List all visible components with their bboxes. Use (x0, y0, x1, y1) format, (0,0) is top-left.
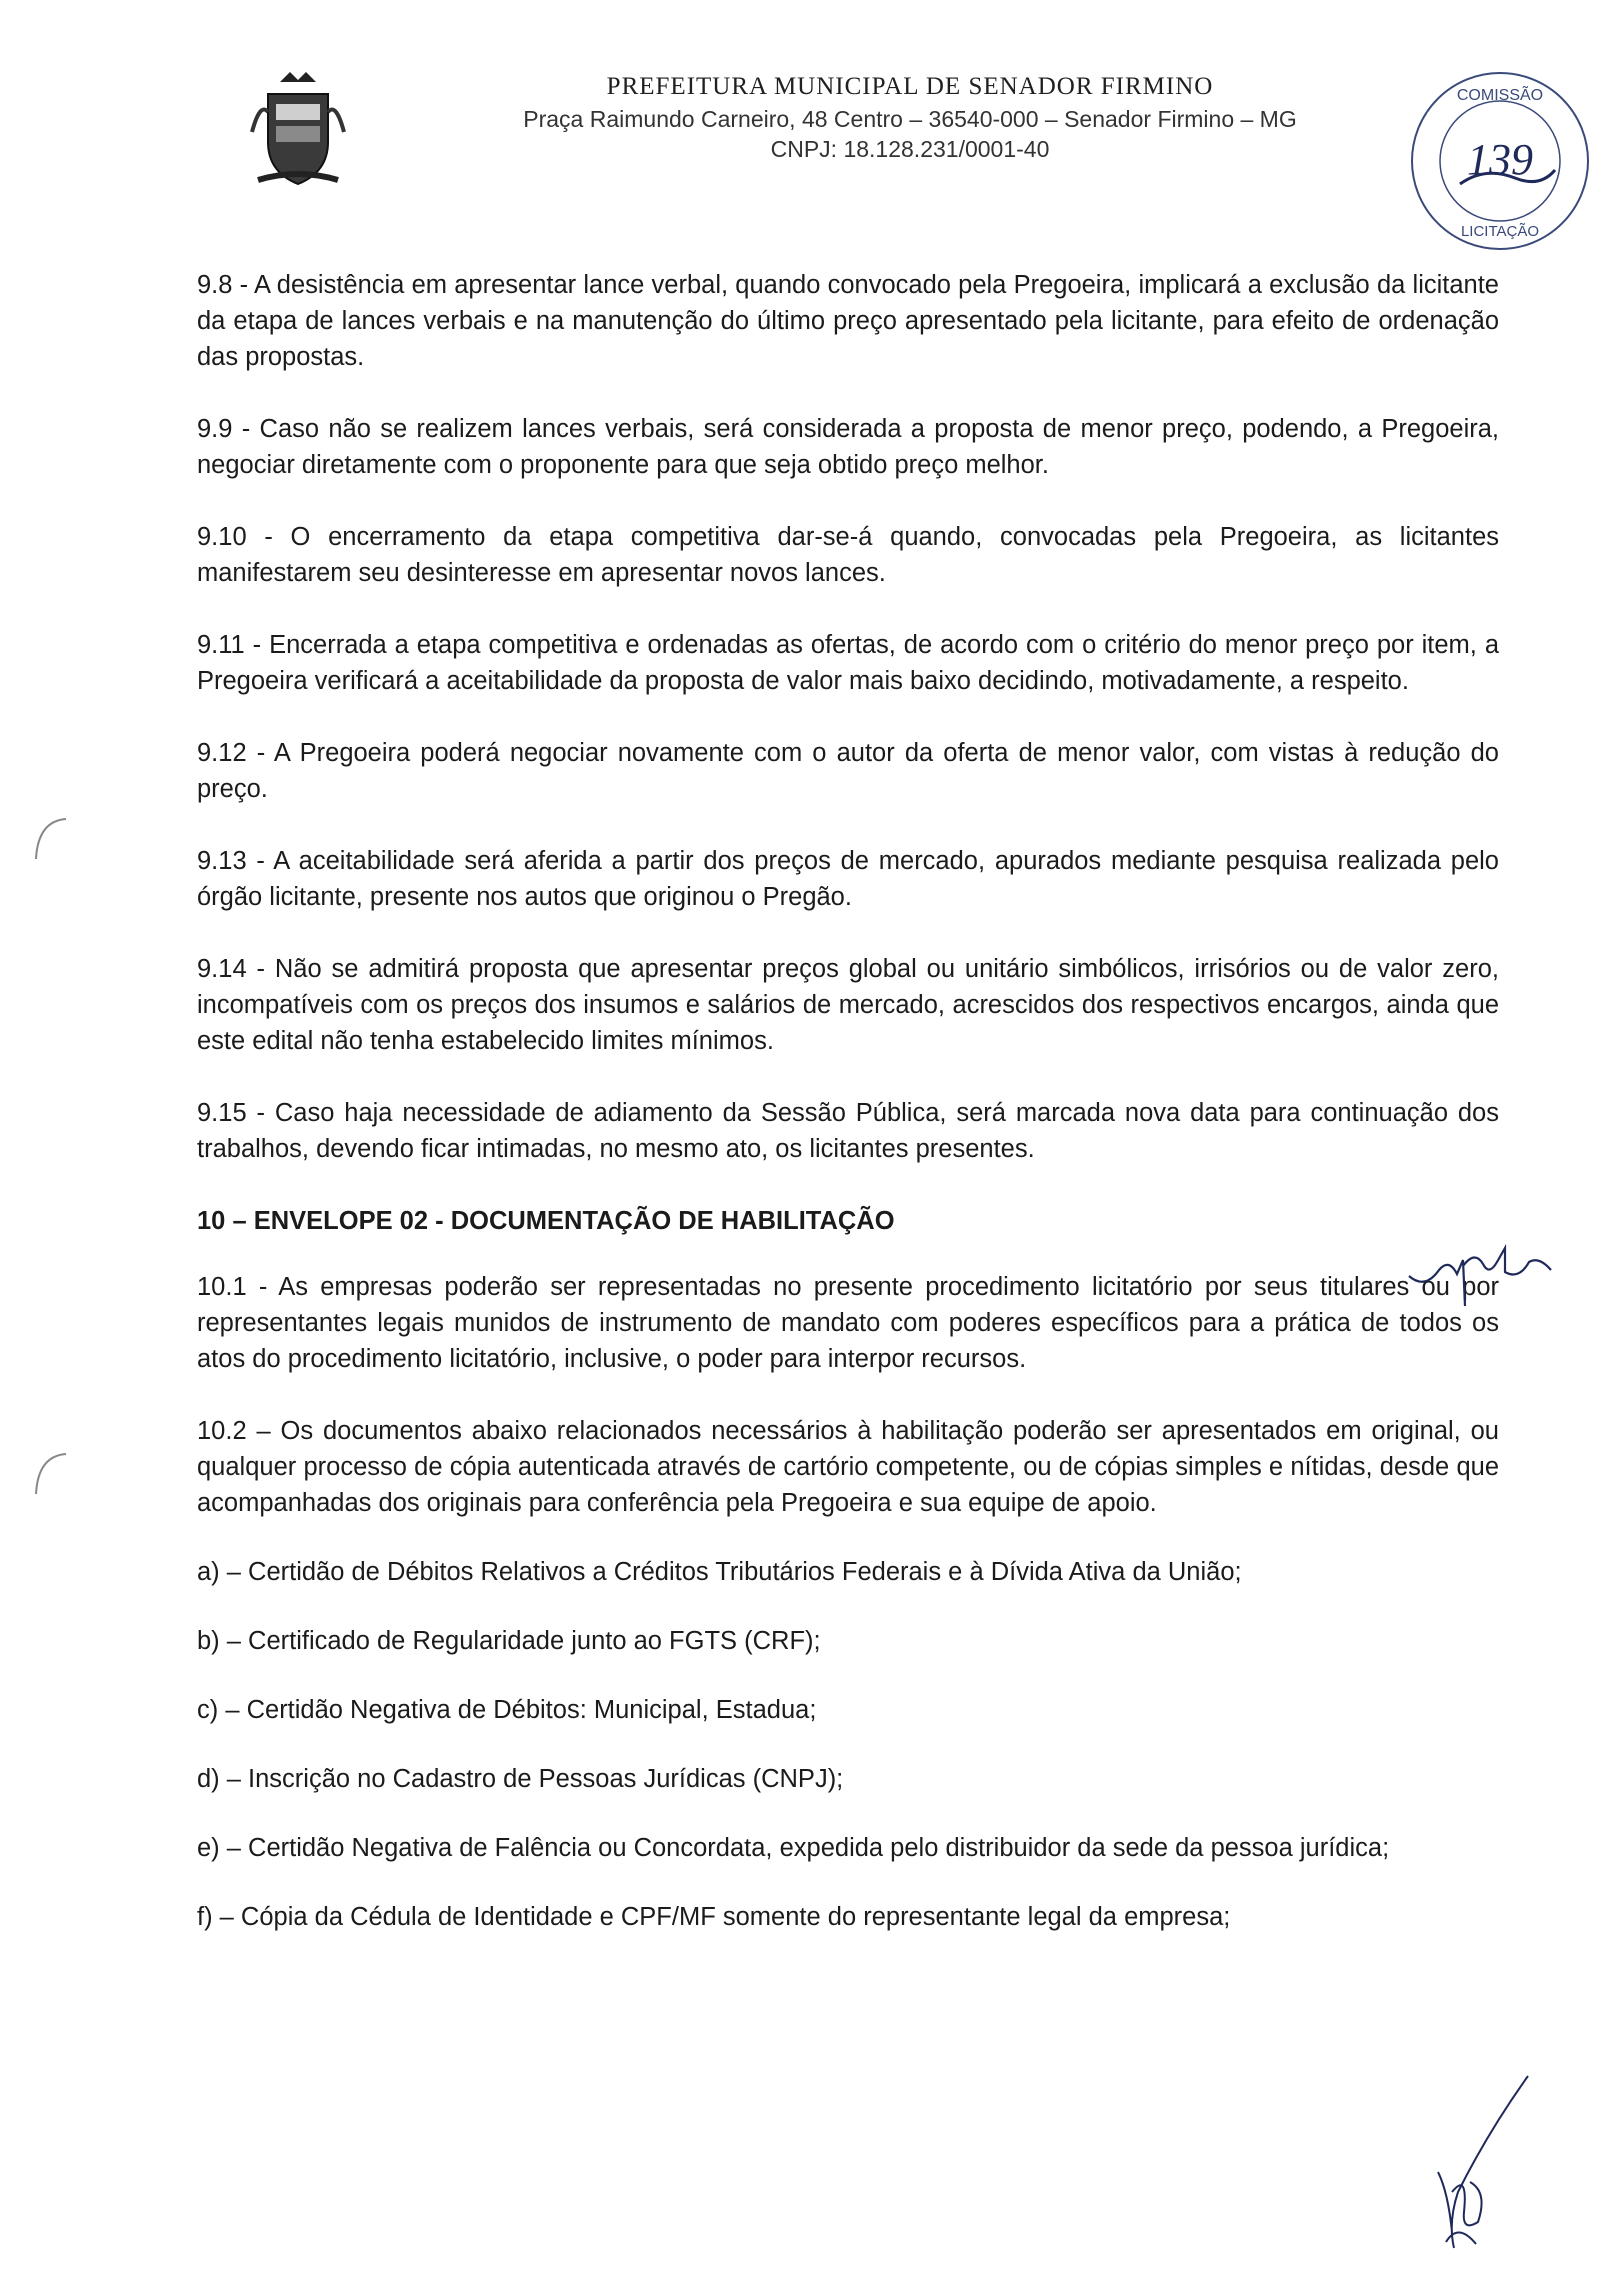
punch-hole-mark (30, 815, 70, 865)
organization-address: Praça Raimundo Carneiro, 48 Centro – 36540-000 – Senador Firmino – MG (523, 106, 1297, 132)
clause-9-15: 9.15 - Caso haja necessidade de adiamento da Sessão Pública, será marcada nova data para continuação dos trabalhos, devendo ficar intimadas, no mesmo ato, os licitantes presentes. (197, 1099, 1499, 1163)
clause-9-14: 9.14 - Não se admitirá proposta que apresentar preços global ou unitário simbólicos, irrisórios ou de valor zero, incompatíveis com os preços dos insumos e salários de mercado, acrescidos dos respectivos encargos, ainda que este edital não tenha estabelecido limites mínimos. (197, 955, 1499, 1055)
stamp-top-text: COMISSÃO (1456, 87, 1544, 104)
list-item: c) – Certidão Negativa de Débitos: Municipal, Estadua; (197, 1696, 817, 1724)
handwritten-initials (1405, 1240, 1555, 1310)
clause-9-10: 9.10 - O encerramento da etapa competitiva dar-se-á quando, convocadas pela Pregoeira, as licitantes manifestarem seu desinteresse em apresentar novos lances. (197, 523, 1499, 587)
list-item: d) – Inscrição no Cadastro de Pessoas Jurídicas (CNPJ); (197, 1765, 844, 1793)
municipal-crest-icon (250, 72, 346, 190)
list-item: e) – Certidão Negativa de Falência ou Concordata, expedida pelo distribuidor da sede da pessoa jurídica; (197, 1834, 1390, 1862)
clause-9-13: 9.13 - A aceitabilidade será aferida a partir dos preços de mercado, apurados mediante pesquisa realizada pelo órgão licitante, presente nos autos que originou o Pregão. (197, 847, 1499, 911)
clause-9-9: 9.9 - Caso não se realizem lances verbais, será considerada a proposta de menor preço, podendo, a Pregoeira, negociar diretamente com o proponente para que seja obtido preço melhor. (197, 415, 1499, 479)
list-item: b) – Certificado de Regularidade junto ao FGTS (CRF); (197, 1627, 821, 1655)
organization-cnpj: CNPJ: 18.128.231/0001-40 (770, 136, 1050, 162)
clause-9-11: 9.11 - Encerrada a etapa competitiva e ordenadas as ofertas, de acordo com o critério do menor preço por item, a Pregoeira verificará a aceitabilidade da proposta de valor mais baixo decidindo, motivadamente, a respeito. (197, 631, 1499, 695)
letterhead (0, 0, 1600, 240)
list-item: a) – Certidão de Débitos Relativos a Créditos Tributários Federais e à Dívida Ativa da União; (197, 1558, 1242, 1586)
stamp-page-number: 139 (1467, 135, 1533, 184)
stamp-bottom-text: LICITAÇÃO (1460, 223, 1540, 240)
list-item: f) – Cópia da Cédula de Identidade e CPF/MF somente do representante legal da empresa; (197, 1903, 1231, 1931)
clause-10-1: 10.1 - As empresas poderão ser representadas no presente procedimento licitatório por seus titulares ou por representantes legais munidos de instrumento de mandato com poderes específicos para a prática de todos os atos do procedimento licitatório, inclusive, o poder para interpor recursos. (197, 1273, 1499, 1373)
handwritten-signature (1418, 2072, 1538, 2252)
punch-hole-mark (30, 1450, 70, 1500)
section-10-heading: 10 – ENVELOPE 02 - DOCUMENTAÇÃO DE HABILITAÇÃO (197, 1207, 895, 1235)
clause-9-8: 9.8 - A desistência em apresentar lance verbal, quando convocado pela Pregoeira, implicará a exclusão da licitante da etapa de lances verbais e na manutenção do último preço apresentado pela licitante, para efeito de ordenação das propostas. (197, 271, 1499, 371)
clause-10-2: 10.2 – Os documentos abaixo relacionados necessários à habilitação poderão ser apresentados em original, ou qualquer processo de cópia autenticada através de cartório competente, ou de cópias simples e nítidas, desde que acompanhadas dos originais para conferência pela Pregoeira e sua equipe de apoio. (197, 1417, 1499, 1517)
organization-name: PREFEITURA MUNICIPAL DE SENADOR FIRMINO (606, 73, 1214, 100)
clause-9-12: 9.12 - A Pregoeira poderá negociar novamente com o autor da oferta de menor valor, com vistas à redução do preço. (197, 739, 1499, 803)
document-body (197, 267, 1499, 1935)
commission-stamp (1405, 66, 1595, 256)
